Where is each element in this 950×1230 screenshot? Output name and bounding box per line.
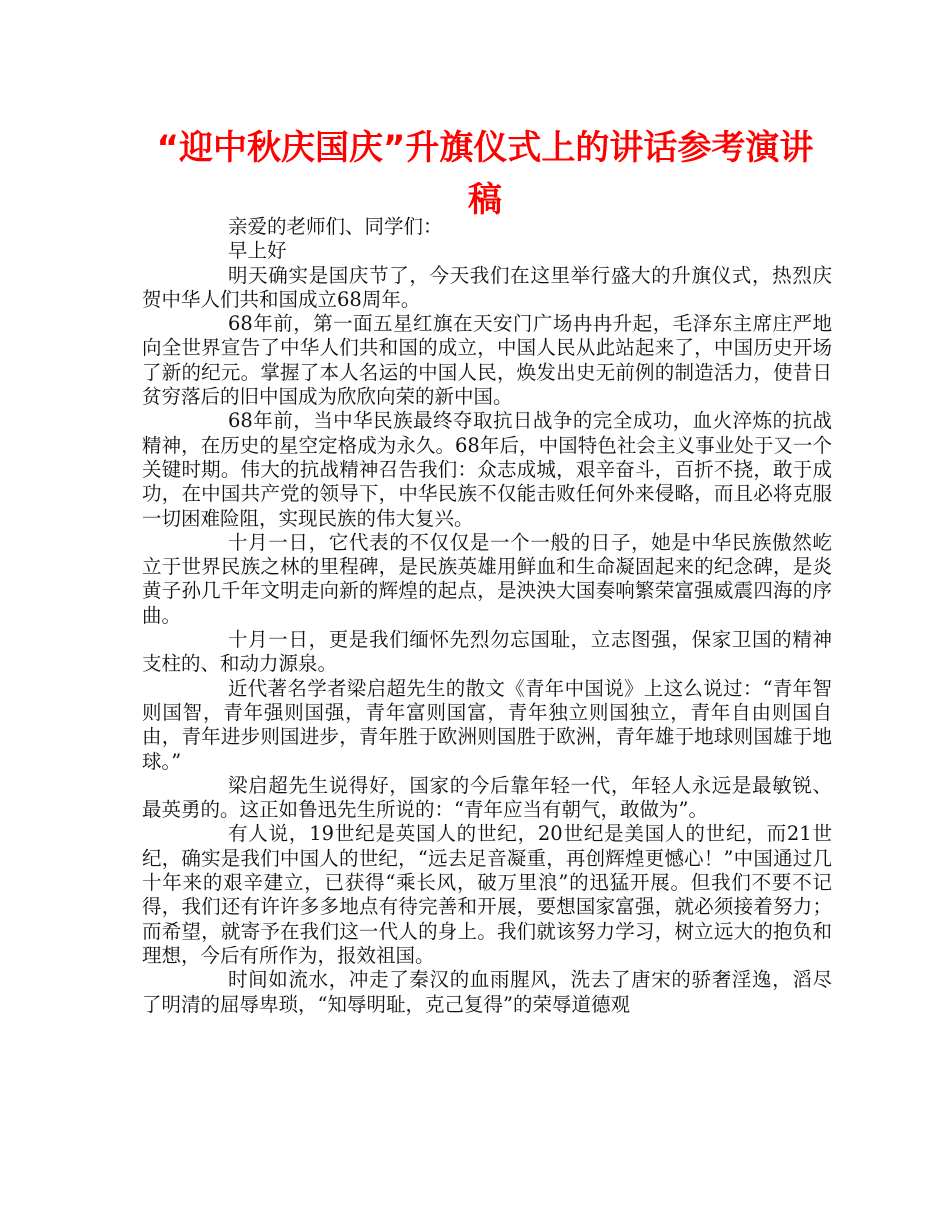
salutation-paragraph: 早上好 [228,239,287,263]
document-body [142,215,832,1017]
body-paragraph: 十月一日，更是我们缅怀先烈勿忘国耻，立志图强，保家卫国的精神支柱的、和动力源泉。 [142,628,832,676]
body-paragraph: 68年前，第一面五星红旗在天安门广场冉冉升起，毛泽东主席庄严地向全世界宣告了中华人们共和国的成立，中国人民从此站起来了，中国历史开场了新的纪元。掌握了本人名运的中国人民，焕发出史无前例的制造活力，使昔日贫穷落后的旧中国成为欣欣向荣的新中国。 [142,312,832,409]
body-paragraph: 68年前，当中华民族最终夺取抗日战争的完全成功，血火淬炼的抗战精神，在历史的星空定格成为永久。68年后，中国特色社会主义事业处于又一个关键时期。伟大的抗战精神召告我们：众志成城，艰辛奋斗，百折不挠，敢于成功，在中国共产党的领导下，中华民族不仅能击败任何外来侵略，而且必将克服一切困难险阻，实现民族的伟大复兴。 [142,409,832,530]
body-paragraph: 有人说，19世纪是英国人的世纪，20世纪是美国人的世纪，而21世纪，确实是我们中国人的世纪，“远去足音凝重，再创辉煌更憾心！”中国通过几十年来的艰辛建立，已获得“乘长风，破万里浪”的迅猛开展。但我们不要不记得，我们还有许许多多地点有待完善和开展，要想国家富强，就必须接着努力；而希望，就寄予在我们这一代人的身上。我们就该努力学习，树立远大的抱负和理想，今后有所作为，报效祖国。 [142,822,832,967]
body-paragraph: 明天确实是国庆节了，今天我们在这里举行盛大的升旗仪式，热烈庆贺中华人们共和国成立68周年。 [142,263,832,311]
body-paragraph: 十月一日，它代表的不仅仅是一个一般的日子，她是中华民族傲然屹立于世界民族之林的里程碑，是民族英雄用鲜血和生命凝固起来的纪念碑，是炎黄子孙几千年文明走向新的辉煌的起点，是泱泱大国奏响繁荣富强威震四海的序曲。 [142,530,832,627]
document-title: “迎中秋庆国庆”升旗仪式上的讲话参考演讲稿 [156,128,814,220]
body-paragraph: 梁启超先生说得好，国家的今后靠年轻一代，年轻人永远是最敏锐、最英勇的。这正如鲁迅先生所说的：“青年应当有朝气，敢做为”。 [142,773,832,822]
body-paragraph: 近代著名学者梁启超先生的散文《青年中国说》上这么说过：“青年智则国智，青年强则国强，青年富则国富，青年独立则国独立，青年自由则国自由，青年进步则国进步，青年胜于欧洲则国胜于欧洲，青年雄于地球则国雄于地球。” [142,676,832,773]
greeting-paragraph: 亲爱的老师们、同学们： [228,215,443,238]
body-paragraph: 时间如流水，冲走了秦汉的血雨腥风，洗去了唐宋的骄奢淫逸，滔尽了明清的屈辱卑琐，“知辱明耻，克己复得”的荣辱道德观 [142,968,832,1016]
